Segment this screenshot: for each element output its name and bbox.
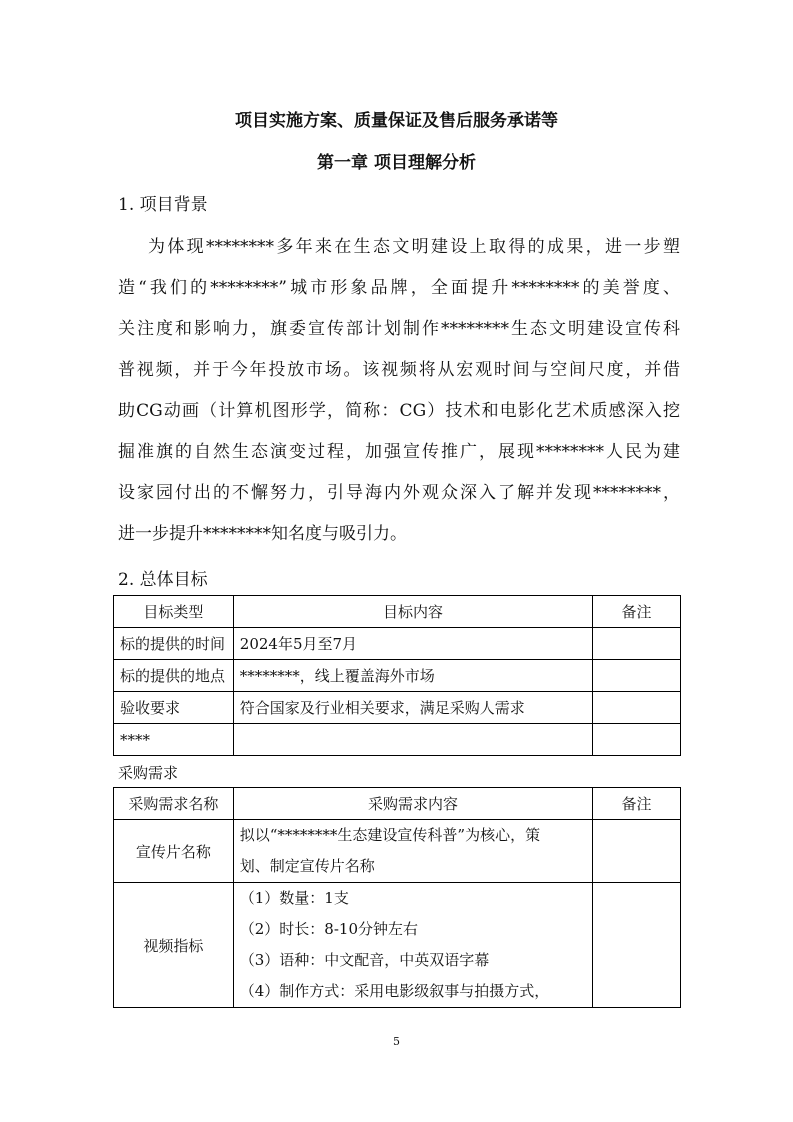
- table-cell: [233, 724, 592, 756]
- header-cell: 采购需求名称: [114, 788, 234, 820]
- table-cell: [593, 660, 681, 692]
- document-title: 项目实施方案、质量保证及售后服务承诺等: [235, 111, 558, 131]
- header-cell: 采购需求内容: [233, 788, 592, 820]
- header-cell: 目标类型: [114, 596, 234, 628]
- table-row: [114, 628, 681, 660]
- header-cell: 备注: [593, 596, 681, 628]
- table-cell: 2024年5月至7月: [233, 628, 592, 660]
- chapter-heading: 第一章 项目理解分析: [317, 153, 476, 173]
- paragraph-line: 普视频，并于今年投放市场。该视频将从宏观时间与空间尺度，并借: [118, 360, 680, 380]
- table-cell: ****: [114, 724, 234, 756]
- table-cell: [233, 883, 592, 1008]
- header-cell: 备注: [593, 788, 681, 820]
- table-cell: 符合国家及行业相关要求，满足采购人需求: [233, 692, 592, 724]
- paragraph-line: 为体现********多年来在生态文明建设上取得的成果，进一步塑: [148, 237, 680, 257]
- table-cell: 宣传片名称: [114, 820, 234, 883]
- paragraph-line: 设家园付出的不懈努力，引导海内外观众深入了解并发现********，: [118, 483, 680, 503]
- table-cell: 视频指标: [114, 883, 234, 1008]
- table-cell: [233, 820, 592, 883]
- section-heading-goals: 2. 总体目标: [118, 570, 208, 590]
- table-row: [114, 724, 681, 756]
- cell-line: 划、制定宣传片名称: [239, 857, 375, 875]
- table-row: [114, 883, 681, 1008]
- table-caption: 采购需求: [118, 764, 179, 782]
- table-cell: [593, 820, 681, 883]
- table-cell: 标的提供的时间: [114, 628, 234, 660]
- cell-line: （3）语种：中文配音，中英双语字幕: [239, 951, 490, 969]
- page-number: 5: [393, 1035, 400, 1048]
- cell-line: 拟以“********生态建设宣传科普”为核心，策: [239, 826, 541, 844]
- table-header-row: [114, 596, 681, 628]
- procurement-table: [113, 787, 681, 1008]
- goals-table: [113, 595, 681, 756]
- table-cell: [593, 883, 681, 1008]
- cell-line: （1）数量：1支: [239, 889, 349, 907]
- paragraph-line: 掘准旗的自然生态演变过程，加强宣传推广，展现********人民为建: [118, 442, 680, 462]
- table-row: [114, 660, 681, 692]
- table-row: [114, 692, 681, 724]
- paragraph-line: 造“我们的********”城市形象品牌，全面提升********的美誉度、: [118, 278, 680, 298]
- cell-line: （2）时长：8-10分钟左右: [239, 920, 419, 938]
- table-header-row: [114, 788, 681, 820]
- paragraph-line: 进一步提升********知名度与吸引力。: [118, 524, 407, 544]
- table-cell: ********，线上覆盖海外市场: [233, 660, 592, 692]
- header-cell: 目标内容: [233, 596, 592, 628]
- table-row: [114, 820, 681, 883]
- paragraph-line: 助CG动画（计算机图形学，简称：CG）技术和电影化艺术质感深入挖: [118, 401, 680, 421]
- table-cell: 验收要求: [114, 692, 234, 724]
- table-cell: [593, 628, 681, 660]
- paragraph-line: 关注度和影响力，旗委宣传部计划制作********生态文明建设宣传科: [118, 319, 680, 339]
- cell-line: （4）制作方式：采用电影级叙事与拍摄方式，: [239, 982, 550, 1000]
- table-cell: [593, 692, 681, 724]
- table-cell: 标的提供的地点: [114, 660, 234, 692]
- section-heading-background: 1. 项目背景: [118, 195, 208, 215]
- table-cell: [593, 724, 681, 756]
